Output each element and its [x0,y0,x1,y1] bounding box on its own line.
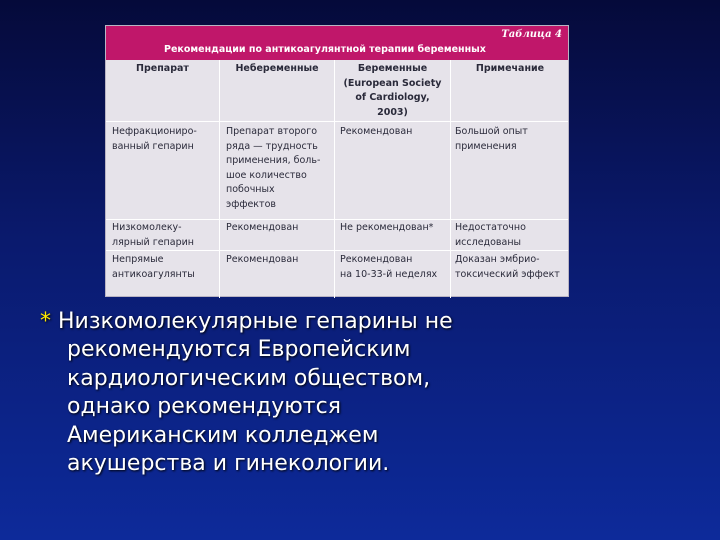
footnote-line: Американским колледжем [67,422,379,448]
table-cell: Нефракциониро- ванный гепарин [112,126,197,152]
footnote-line: рекомендуются Европейским [67,337,411,363]
table-cell: Низкомолеку- лярный гепарин [112,222,195,248]
column-divider [219,60,220,298]
table-number: Таблица 4 [501,29,562,40]
table-cell: Не рекомендован* [340,222,434,233]
recommendations-table [105,25,569,297]
table-cell: Рекомендован [340,126,413,137]
table-caption: Рекомендации по антикоагулянтной терапии беременных [164,44,486,55]
footnote-line: кардиологическим обществом, [67,365,431,391]
row-divider [106,219,568,220]
table-cell: Рекомендован [226,222,299,233]
table-cell: Препарат второго ряда — трудность применения, боль- шое количество побочных эффектов [226,126,321,210]
header-drug: Препарат [136,63,189,74]
header-note: Примечание [475,63,545,74]
table-title-bar [106,26,568,60]
header-non-pregnant: Небеременные [235,63,319,74]
table-cell: Рекомендован на 10-33-й неделях [340,254,438,280]
column-divider [450,60,451,298]
footnote-line: однако рекомендуются [67,394,341,420]
row-divider [106,250,568,251]
header-pregnant: Беременные (European Society of Cardiology, 2003) [343,63,442,118]
row-divider [106,121,568,122]
footnote-asterisk: * [40,309,51,334]
table-cell: Доказан эмбрио- токсический эффект [455,254,560,280]
footnote-text: Низкомолекулярные гепарины не [58,309,453,334]
table-cell: Большой опыт применения [455,126,528,152]
table-grid [106,60,568,298]
footnote-line: акушерства и гинекологии. [67,451,390,477]
footnote-paragraph [40,308,560,478]
table-cell: Недостаточно исследованы [455,222,526,248]
table-cell: Непрямые антикоагулянты [112,254,195,280]
table-cell: Рекомендован [226,254,299,265]
footnote-line [40,308,560,336]
